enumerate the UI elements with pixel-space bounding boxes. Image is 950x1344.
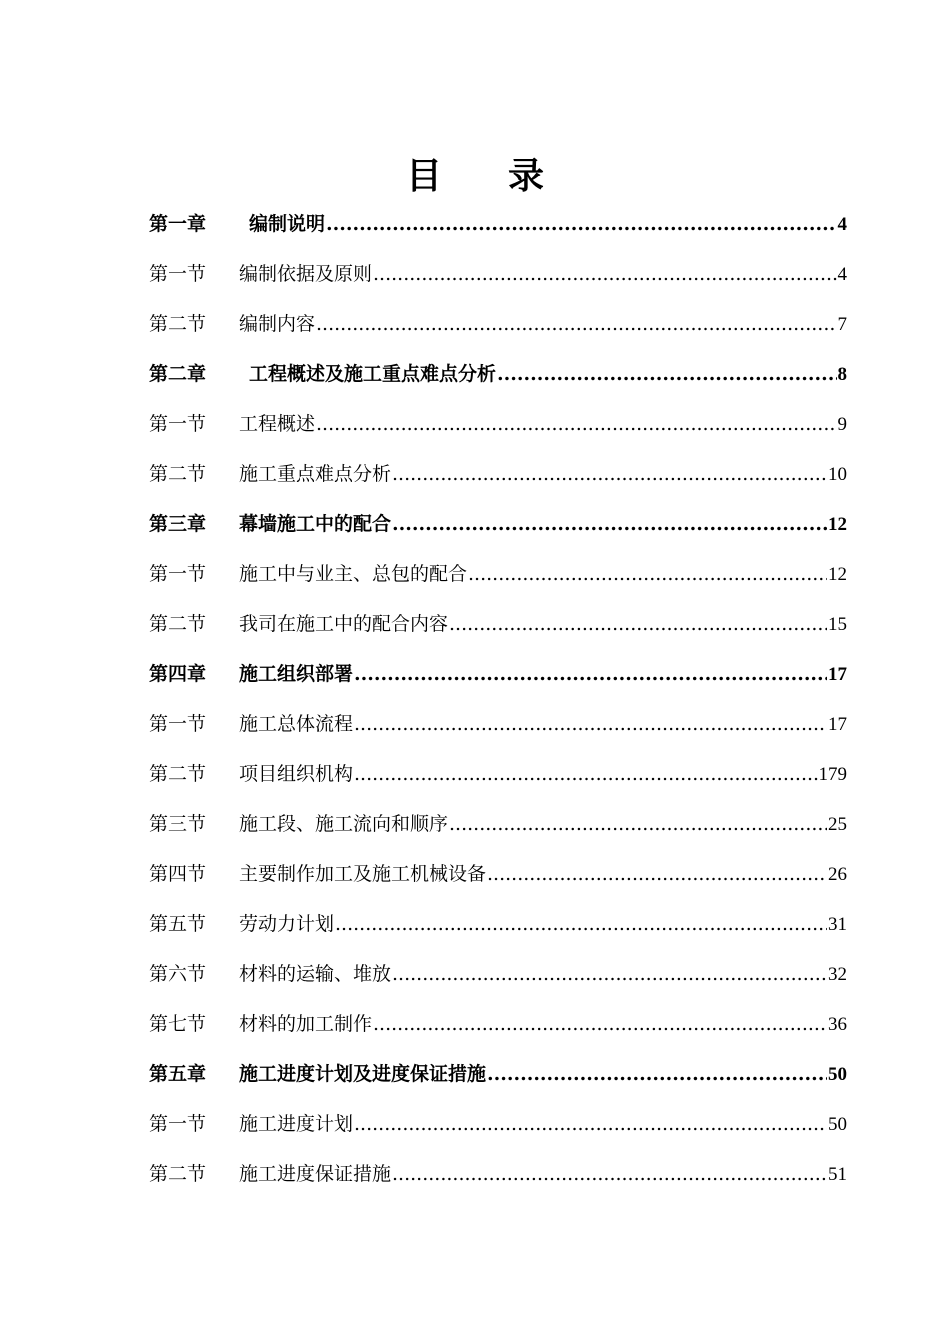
toc-number: 第一节 [149,413,207,435]
toc-leader-dots [335,909,827,939]
toc-row-section[interactable] [149,959,847,989]
toc-page-number: 8 [837,364,847,385]
toc-leader-dots [392,459,827,489]
toc-row-chapter-3[interactable] [149,509,847,539]
toc-title: 施工进度保证措施 [239,1163,392,1185]
toc-number: 第二节 [149,463,207,485]
toc-title: 施工总体流程 [239,713,354,735]
toc-title: 施工重点难点分析 [239,463,392,485]
toc-number: 第四节 [149,863,207,885]
toc-row-section[interactable] [149,709,847,739]
toc-page-number: 15 [828,614,847,635]
toc-leader-dots [354,659,827,689]
toc-row-chapter-1[interactable] [149,209,847,239]
toc-title: 施工进度计划及进度保证措施 [239,1063,487,1085]
toc-leader-dots [449,809,827,839]
toc-page-number: 17 [828,714,847,735]
toc-number: 第三节 [149,813,207,835]
toc-page-number: 25 [828,814,847,835]
toc-title: 施工进度计划 [239,1113,354,1135]
toc-number: 第七节 [149,1013,207,1035]
toc-row-chapter-5[interactable] [149,1059,847,1089]
toc-row-chapter-4[interactable] [149,659,847,689]
toc-title: 劳动力计划 [239,913,335,935]
toc-page-number: 50 [828,1064,847,1085]
toc-number: 第五章 [149,1063,207,1085]
toc-page-number: 32 [828,964,847,985]
toc-row-chapter-2[interactable] [149,359,847,389]
toc-number: 第二节 [149,313,207,335]
toc-title: 编制说明 [249,213,326,235]
toc-number: 第六节 [149,963,207,985]
toc-title: 工程概述 [239,413,316,435]
toc-title: 我司在施工中的配合内容 [239,613,449,635]
toc-leader-dots [392,1159,827,1189]
toc-number: 第二节 [149,763,207,785]
toc-row-section[interactable] [149,909,847,939]
toc-row-section[interactable] [149,1109,847,1139]
toc-page-number: 179 [818,764,847,785]
toc-row-section[interactable] [149,409,847,439]
toc-title: 工程概述及施工重点难点分析 [249,363,497,385]
toc-leader-dots [392,509,827,539]
toc-number: 第四章 [149,663,207,685]
toc-number: 第一节 [149,563,207,585]
toc-number: 第二章 [149,363,207,385]
toc-row-section[interactable] [149,1159,847,1189]
toc-row-section[interactable] [149,809,847,839]
toc-page-number: 12 [828,514,847,535]
toc-leader-dots [487,859,827,889]
toc-page-number: 7 [837,314,847,335]
toc-page-number: 31 [828,914,847,935]
toc-row-section[interactable] [149,259,847,289]
toc-page-number: 26 [828,864,847,885]
toc-row-section[interactable] [149,859,847,889]
toc-number: 第二节 [149,613,207,635]
toc-title: 施工段、施工流向和顺序 [239,813,449,835]
toc-leader-dots [468,559,827,589]
toc-leader-dots [392,959,827,989]
toc-title: 编制依据及原则 [239,263,373,285]
toc-title: 材料的加工制作 [239,1013,373,1035]
toc-number: 第一章 [149,213,207,235]
toc-page-number: 51 [828,1164,847,1185]
title-char-1: 目 [405,155,442,197]
toc-number: 第二节 [149,1163,207,1185]
toc-leader-dots [487,1059,827,1089]
toc-leader-dots [449,609,827,639]
toc-leader-dots [316,409,836,439]
toc-page-number: 36 [828,1014,847,1035]
toc-title: 施工中与业主、总包的配合 [239,563,468,585]
toc-leader-dots [354,1109,827,1139]
toc-title: 材料的运输、堆放 [239,963,392,985]
toc-row-section[interactable] [149,609,847,639]
page-title [0,152,950,200]
toc-page-number: 17 [828,664,847,685]
toc-row-section[interactable] [149,459,847,489]
toc-leader-dots [354,759,817,789]
toc-leader-dots [373,1009,827,1039]
toc-row-section[interactable] [149,759,847,789]
toc-page-number: 12 [828,564,847,585]
toc-number: 第一节 [149,713,207,735]
toc-leader-dots [316,309,836,339]
toc-title: 主要制作加工及施工机械设备 [239,863,487,885]
toc-page-number: 4 [837,264,847,285]
toc-page-number: 50 [828,1114,847,1135]
toc-number: 第五节 [149,913,207,935]
toc-number: 第一节 [149,1113,207,1135]
toc-leader-dots [373,259,836,289]
toc-row-section[interactable] [149,559,847,589]
toc-leader-dots [354,709,827,739]
toc-title: 幕墙施工中的配合 [239,513,392,535]
toc-page-number: 4 [837,214,847,235]
toc-row-section[interactable] [149,309,847,339]
toc-number: 第一节 [149,263,207,285]
toc-page-number: 10 [828,464,847,485]
toc-page-number: 9 [837,414,847,435]
toc-number: 第三章 [149,513,207,535]
toc-title: 施工组织部署 [239,663,354,685]
toc-title: 编制内容 [239,313,316,335]
title-char-2: 录 [508,155,545,197]
toc-row-section[interactable] [149,1009,847,1039]
toc-leader-dots [326,209,836,239]
toc-leader-dots [497,359,836,389]
toc-title: 项目组织机构 [239,763,354,785]
